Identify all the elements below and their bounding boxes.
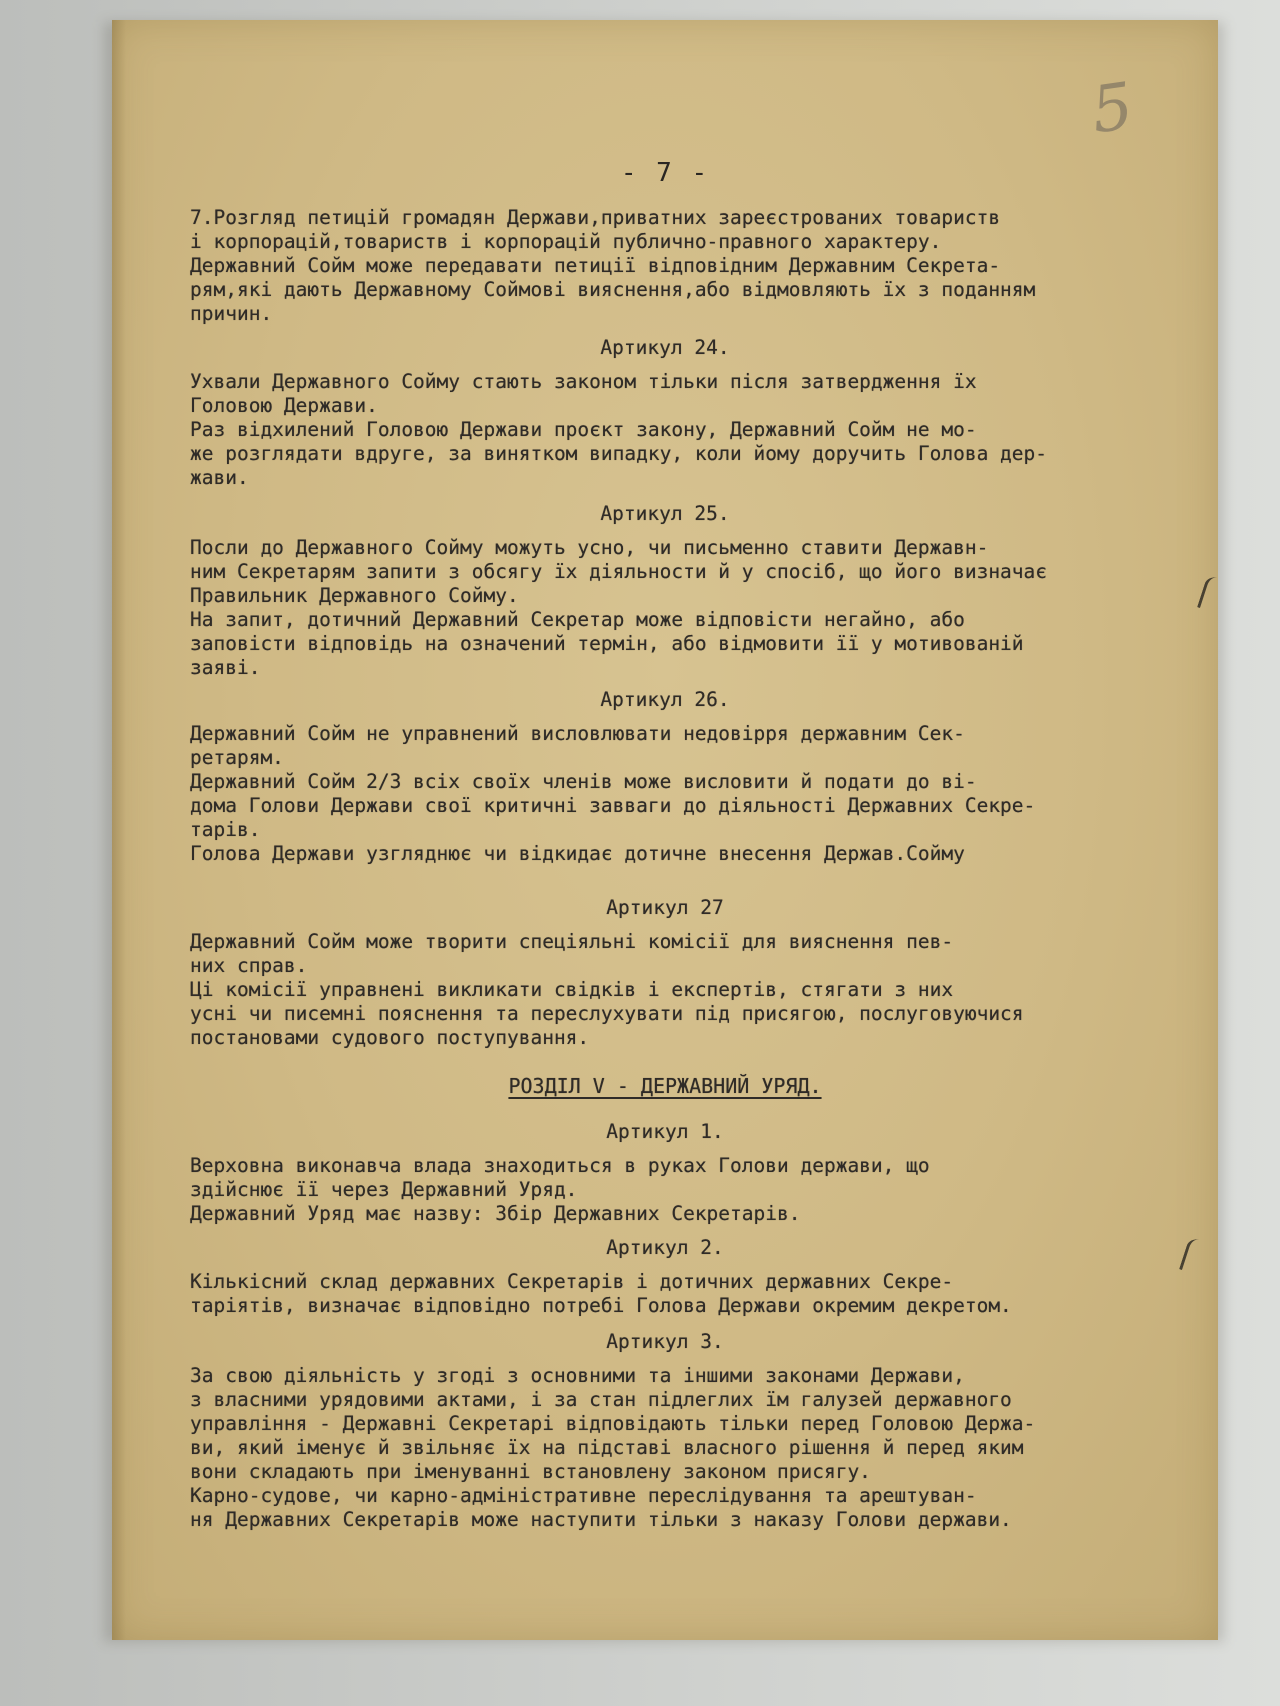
text-line: Ці комісії управнені викликати свідків і експертів, стягати з них bbox=[190, 978, 954, 1001]
text-line: управління - Державні Секретарі відповідають тільки перед Головою Держа- bbox=[190, 1412, 1036, 1435]
text-line: ня Державних Секретарів може наступити тільки з наказу Голови держави. bbox=[190, 1508, 1012, 1531]
text-line: і корпорацій,товариств і корпорацій публично-правного характеру. bbox=[190, 230, 942, 253]
text-line: Верховна виконавча влада знаходиться в руках Голови держави, що bbox=[190, 1154, 930, 1177]
text-line: усні чи писемні пояснення та переслухувати під присягою, послуговуючися bbox=[190, 1002, 1024, 1025]
text-line: Кількісний склад державних Секретарів і дотичних державних Секре- bbox=[190, 1270, 954, 1293]
article-heading: Артикул 27 bbox=[606, 896, 724, 919]
text-line: постановами судового поступування. bbox=[190, 1026, 590, 1049]
text-line: Головою Держави. bbox=[190, 394, 378, 417]
text-line: них справ. bbox=[190, 954, 308, 977]
section-title: РОЗДІЛ V - ДЕРЖАВНИЙ УРЯД. bbox=[508, 1074, 822, 1098]
document-page bbox=[112, 20, 1218, 1640]
text-line: ви, який іменує й звільняє їх на підставі власного рішення й перед яким bbox=[190, 1436, 1024, 1459]
page-fold-shadow bbox=[112, 20, 126, 1640]
archive-page-number: 5 bbox=[1087, 69, 1138, 149]
text-line: таріятів, визначає відповідно потребі Голова Держави окремим декретом. bbox=[190, 1294, 1012, 1317]
text-line: Державний Сойм не управнений висловлювати недовірря державним Сек- bbox=[190, 722, 965, 745]
text-line: За свою діяльність у згоді з основними та іншими законами Держави, bbox=[190, 1364, 965, 1387]
text-line: 7.Розгляд петицій громадян Держави,приватних зареєстрованих товариств bbox=[190, 206, 1001, 229]
text-line: Державний Сойм може творити спеціяльні комісії для вияснення пев- bbox=[190, 930, 954, 953]
text-line: Державний Сойм може передавати петиції відповідним Державним Секрета- bbox=[190, 254, 1001, 277]
text-line: Голова Держави узгляднює чи відкидає дотичне внесення Держав.Сойму bbox=[190, 842, 965, 865]
article-heading: Артикул 25. bbox=[600, 502, 730, 525]
text-line: причин. bbox=[190, 302, 273, 325]
text-line: заяві. bbox=[190, 656, 261, 679]
text-line: тарів. bbox=[190, 818, 261, 841]
text-line: Державний Сойм 2/3 всіх своїх членів може висловити й подати до ві- bbox=[190, 770, 977, 793]
text-line: Державний Уряд має назву: Збір Державних Секретарів. bbox=[190, 1202, 801, 1225]
text-line: Ухвали Державного Сойму стають законом тільки після затвердження їх bbox=[190, 370, 977, 393]
text-line: Посли до Державного Сойму можуть усно, чи письменно ставити Державн- bbox=[190, 536, 989, 559]
text-line: вони складають при іменуванні встановлену законом присягу. bbox=[190, 1460, 871, 1483]
text-line: рям,які дають Державному Соймові вияснення,або відмовляють їх з поданням bbox=[190, 278, 1036, 301]
text-line: жави. bbox=[190, 466, 249, 489]
text-line: здійснює її через Державний Уряд. bbox=[190, 1178, 578, 1201]
text-line: На запит, дотичний Державний Секретар може відповісти негайно, або bbox=[190, 608, 965, 631]
text-line: Правильник Державного Сойму. bbox=[190, 584, 519, 607]
page-number: - 7 - bbox=[620, 158, 710, 188]
text-line: з власними урядовими актами, і за стан підлеглих їм галузей державного bbox=[190, 1388, 1012, 1411]
text-line: ретарям. bbox=[190, 746, 284, 769]
article-heading: Артикул 1. bbox=[606, 1120, 724, 1143]
article-heading: Артикул 3. bbox=[606, 1330, 724, 1353]
text-line: Карно-судове, чи карно-адміністративне переслідування та арештуван- bbox=[190, 1484, 977, 1507]
text-line: Раз відхилений Головою Держави проєкт закону, Державний Сойм не мо- bbox=[190, 418, 977, 441]
text-line: дома Голови Держави свої критичні завваги до діяльності Державних Секре- bbox=[190, 794, 1036, 817]
text-line: ним Секретарям запити з обсягу їх діяльности й у спосіб, що його визначає bbox=[190, 560, 1048, 583]
text-line: же розглядати вдруге, за винятком випадку, коли йому доручить Голова дер- bbox=[190, 442, 1048, 465]
pencil-margin-mark bbox=[1197, 575, 1218, 611]
article-heading: Артикул 24. bbox=[600, 336, 730, 359]
article-heading: Артикул 2. bbox=[606, 1236, 724, 1259]
article-heading: Артикул 26. bbox=[600, 688, 730, 711]
text-line: заповісти відповідь на означений термін, або відмовити її у мотивованій bbox=[190, 632, 1024, 655]
